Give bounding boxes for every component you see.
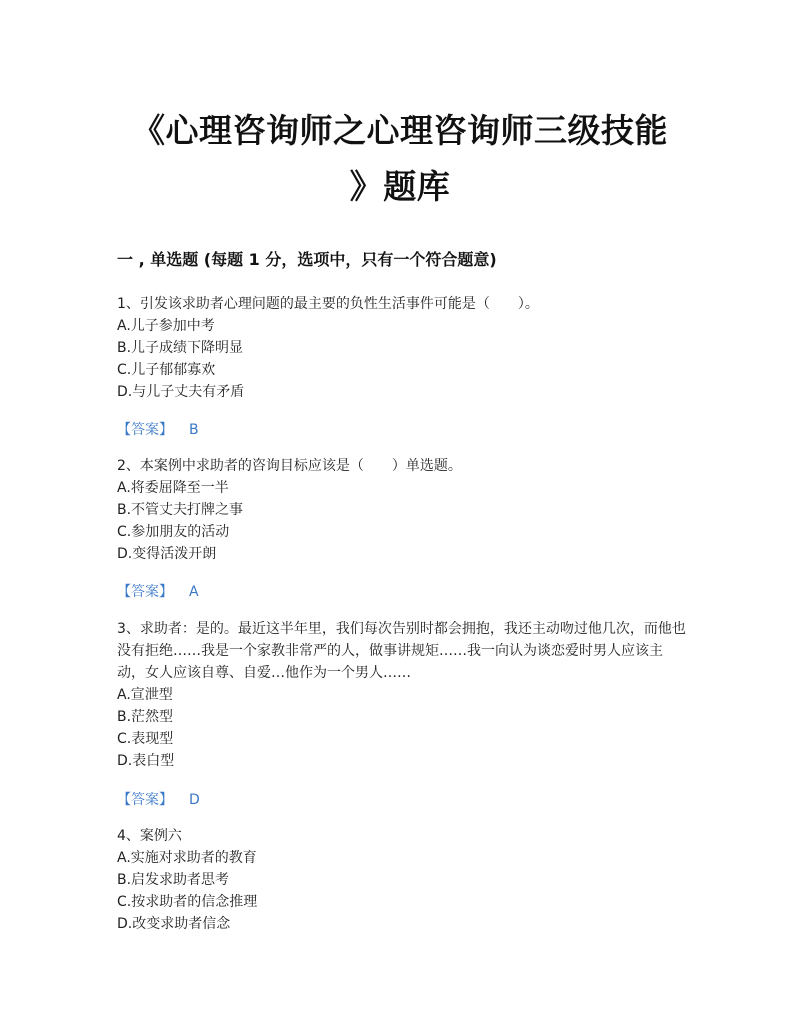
option-c: C.参加朋友的活动 — [117, 524, 230, 540]
answer-1 — [117, 420, 199, 440]
answer-2 — [117, 582, 199, 602]
question-stem: 2、本案例中求助者的咨询目标应该是（ ）单选题。 — [117, 458, 462, 474]
option-d: D.改变求助者信念 — [117, 916, 231, 932]
option-a: A.实施对求助者的教育 — [117, 850, 257, 866]
option-b: B.不管丈夫打牌之事 — [117, 502, 244, 518]
question-stem: 3、求助者：是的。最近这半年里，我们每次告别时都会拥抱，我还主动吻过他几次，而他也没有拒绝……我是一个家教非常严的人，做事讲规矩……我一向认为谈恋爱时男人应该主动，女人应该自尊、自爱…他作为一个男人…… — [117, 621, 686, 681]
question-4 — [117, 825, 687, 935]
answer-value: D — [189, 792, 200, 808]
option-d: D.表白型 — [117, 753, 175, 769]
answer-value: A — [189, 584, 199, 600]
question-stem: 1、引发该求助者心理问题的最主要的负性生活事件可能是（ ）。 — [117, 296, 539, 312]
option-a: A.将委屈降至一半 — [117, 480, 229, 496]
option-c: C.表现型 — [117, 731, 174, 747]
answer-label: 【答案】 — [117, 792, 173, 808]
title-line-1: 《心理咨询师之心理咨询师三级技能 — [132, 111, 668, 150]
option-a: A.宣泄型 — [117, 687, 173, 703]
option-d: D.变得活泼开朗 — [117, 546, 217, 562]
answer-3 — [117, 790, 200, 810]
question-stem: 4、案例六 — [117, 828, 182, 844]
option-a: A.儿子参加中考 — [117, 318, 215, 334]
option-c: C.按求助者的信念推理 — [117, 894, 258, 910]
answer-label: 【答案】 — [117, 584, 173, 600]
option-b: B.茫然型 — [117, 709, 174, 725]
question-3 — [117, 618, 687, 772]
answer-value: B — [189, 422, 199, 438]
document-title — [110, 103, 690, 215]
section-heading: 一 , 单选题 (每题 1 分，选项中，只有一个符合题意) — [117, 250, 497, 269]
option-b: B.启发求助者思考 — [117, 872, 230, 888]
option-d: D.与儿子丈夫有矛盾 — [117, 384, 245, 400]
option-c: C.儿子郁郁寡欢 — [117, 362, 216, 378]
option-b: B.儿子成绩下降明显 — [117, 340, 244, 356]
answer-label: 【答案】 — [117, 422, 173, 438]
question-1 — [117, 293, 687, 403]
question-2 — [117, 455, 687, 565]
title-line-2: 》题库 — [349, 167, 451, 206]
